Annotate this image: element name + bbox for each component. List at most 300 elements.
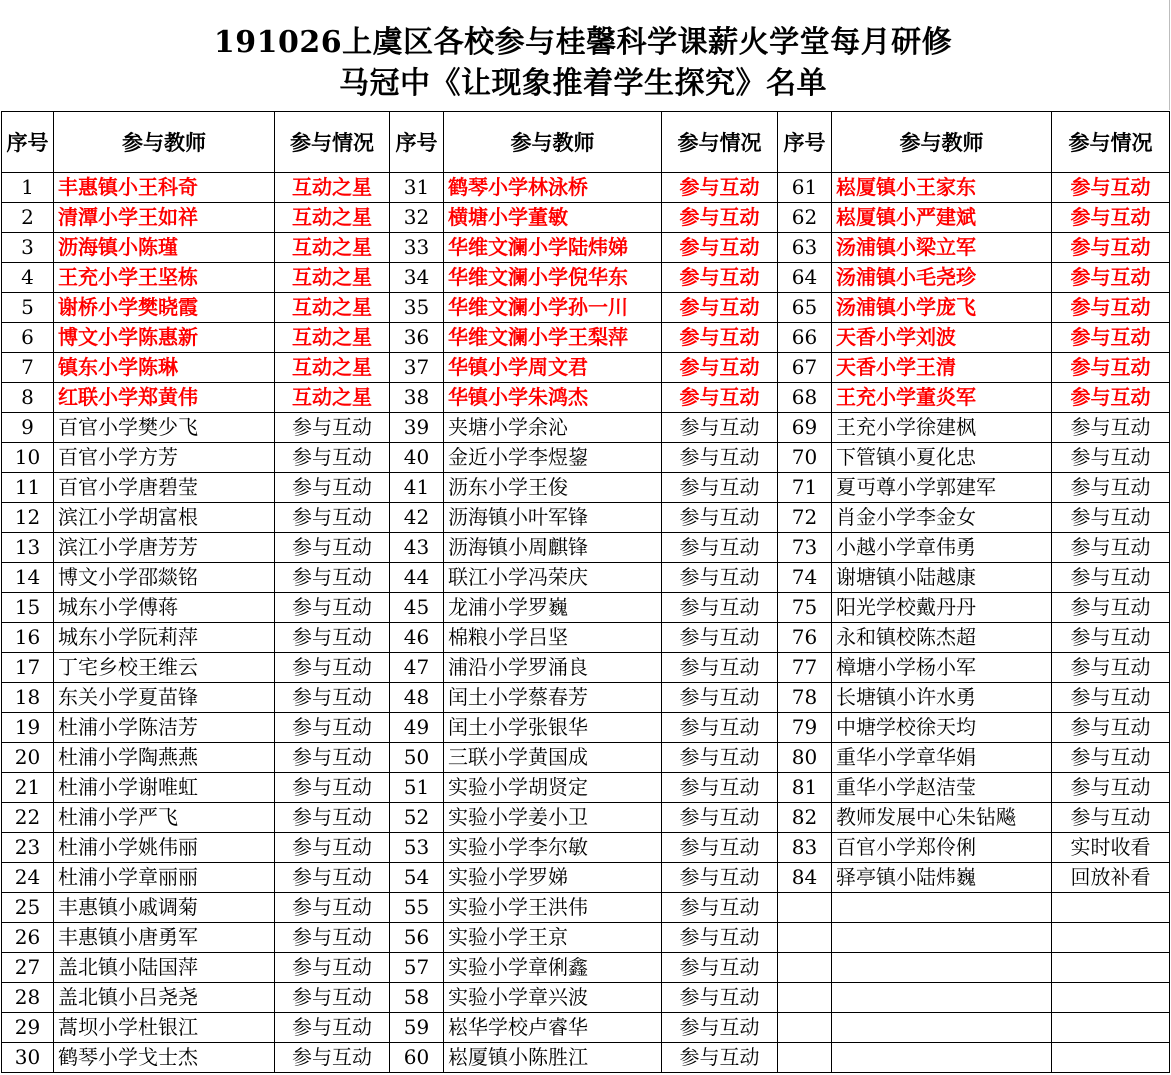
participation-status: 互动之星 bbox=[275, 263, 390, 293]
participation-status: 参与互动 bbox=[662, 443, 778, 473]
participation-status: 参与互动 bbox=[662, 383, 778, 413]
row-number: 51 bbox=[390, 773, 444, 803]
table-row bbox=[2, 233, 1170, 263]
row-number: 9 bbox=[2, 413, 54, 443]
participation-status: 互动之星 bbox=[275, 203, 390, 233]
participation-status: 互动之星 bbox=[275, 353, 390, 383]
row-number: 46 bbox=[390, 623, 444, 653]
participation-status: 互动之星 bbox=[275, 293, 390, 323]
table-row bbox=[2, 263, 1170, 293]
table-row bbox=[2, 443, 1170, 473]
participation-status: 参与互动 bbox=[662, 173, 778, 203]
row-number: 40 bbox=[390, 443, 444, 473]
teacher-name: 长塘镇小许水勇 bbox=[832, 683, 1052, 713]
teacher-name: 肖金小学李金女 bbox=[832, 503, 1052, 533]
participation-status: 参与互动 bbox=[1052, 593, 1170, 623]
row-number: 36 bbox=[390, 323, 444, 353]
teacher-name: 华维文澜小学陆炜娣 bbox=[444, 233, 662, 263]
row-number: 43 bbox=[390, 533, 444, 563]
participation-status: 参与互动 bbox=[662, 263, 778, 293]
row-number: 14 bbox=[2, 563, 54, 593]
participation-status: 回放补看 bbox=[1052, 863, 1170, 893]
participation-status: 参与互动 bbox=[662, 893, 778, 923]
row-number: 21 bbox=[2, 773, 54, 803]
teacher-name: 博文小学陈惠新 bbox=[54, 323, 275, 353]
row-number: 53 bbox=[390, 833, 444, 863]
row-number: 73 bbox=[778, 533, 832, 563]
participation-status: 参与互动 bbox=[662, 743, 778, 773]
header-status: 参与情况 bbox=[275, 112, 390, 173]
row-number bbox=[778, 983, 832, 1013]
participation-status: 参与互动 bbox=[275, 623, 390, 653]
row-number bbox=[778, 1013, 832, 1043]
teacher-name: 杜浦小学章丽丽 bbox=[54, 863, 275, 893]
row-number: 44 bbox=[390, 563, 444, 593]
participation-status: 参与互动 bbox=[275, 713, 390, 743]
teacher-name: 百官小学唐碧莹 bbox=[54, 473, 275, 503]
row-number: 15 bbox=[2, 593, 54, 623]
participation-status: 参与互动 bbox=[275, 503, 390, 533]
participation-status: 参与互动 bbox=[1052, 773, 1170, 803]
participation-status: 参与互动 bbox=[275, 833, 390, 863]
header-status: 参与情况 bbox=[662, 112, 778, 173]
teacher-name: 浦沿小学罗涌良 bbox=[444, 653, 662, 683]
row-number: 6 bbox=[2, 323, 54, 353]
row-number: 54 bbox=[390, 863, 444, 893]
row-number: 58 bbox=[390, 983, 444, 1013]
participation-status: 参与互动 bbox=[662, 593, 778, 623]
participation-status: 参与互动 bbox=[275, 413, 390, 443]
teacher-name: 汤浦镇小梁立军 bbox=[832, 233, 1052, 263]
row-number: 75 bbox=[778, 593, 832, 623]
participant-table bbox=[1, 111, 1170, 1073]
row-number: 29 bbox=[2, 1013, 54, 1043]
header-teacher: 参与教师 bbox=[832, 112, 1052, 173]
participation-status: 参与互动 bbox=[275, 533, 390, 563]
teacher-name: 崧厦镇小王家东 bbox=[832, 173, 1052, 203]
participation-status bbox=[1052, 1043, 1170, 1073]
row-number bbox=[778, 893, 832, 923]
row-number: 17 bbox=[2, 653, 54, 683]
row-number: 35 bbox=[390, 293, 444, 323]
participation-status: 参与互动 bbox=[662, 623, 778, 653]
table-row bbox=[2, 413, 1170, 443]
participation-status: 互动之星 bbox=[275, 233, 390, 263]
participation-status: 参与互动 bbox=[275, 1043, 390, 1073]
row-number: 81 bbox=[778, 773, 832, 803]
header-no: 序号 bbox=[390, 112, 444, 173]
participation-status bbox=[1052, 953, 1170, 983]
table-row bbox=[2, 833, 1170, 863]
participation-status: 参与互动 bbox=[275, 743, 390, 773]
participation-status bbox=[1052, 893, 1170, 923]
participation-status: 互动之星 bbox=[275, 383, 390, 413]
row-number: 8 bbox=[2, 383, 54, 413]
teacher-name: 红联小学郑黄伟 bbox=[54, 383, 275, 413]
table-row bbox=[2, 623, 1170, 653]
row-number: 34 bbox=[390, 263, 444, 293]
teacher-name: 杜浦小学陶燕燕 bbox=[54, 743, 275, 773]
row-number: 1 bbox=[2, 173, 54, 203]
participation-status: 参与互动 bbox=[662, 1043, 778, 1073]
teacher-name: 城东小学阮莉萍 bbox=[54, 623, 275, 653]
teacher-name: 教师发展中心朱钻飚 bbox=[832, 803, 1052, 833]
participation-status: 参与互动 bbox=[662, 803, 778, 833]
teacher-name: 闰土小学张银华 bbox=[444, 713, 662, 743]
participation-status: 参与互动 bbox=[662, 773, 778, 803]
teacher-name bbox=[832, 923, 1052, 953]
teacher-name: 实验小学罗娣 bbox=[444, 863, 662, 893]
teacher-name: 东关小学夏苗锋 bbox=[54, 683, 275, 713]
row-number: 62 bbox=[778, 203, 832, 233]
participation-status bbox=[1052, 923, 1170, 953]
table-row bbox=[2, 503, 1170, 533]
table-row bbox=[2, 653, 1170, 683]
teacher-name bbox=[832, 953, 1052, 983]
participation-status: 参与互动 bbox=[1052, 713, 1170, 743]
participation-status: 参与互动 bbox=[275, 863, 390, 893]
participation-status: 参与互动 bbox=[1052, 623, 1170, 653]
row-number: 59 bbox=[390, 1013, 444, 1043]
teacher-name: 谢塘镇小陆越康 bbox=[832, 563, 1052, 593]
row-number: 2 bbox=[2, 203, 54, 233]
row-number bbox=[778, 1043, 832, 1073]
row-number: 30 bbox=[2, 1043, 54, 1073]
row-number: 66 bbox=[778, 323, 832, 353]
table-row bbox=[2, 1013, 1170, 1043]
row-number: 67 bbox=[778, 353, 832, 383]
teacher-name: 阳光学校戴丹丹 bbox=[832, 593, 1052, 623]
participation-status: 参与互动 bbox=[1052, 533, 1170, 563]
table-row bbox=[2, 743, 1170, 773]
teacher-name: 王充小学董炎军 bbox=[832, 383, 1052, 413]
participation-status: 参与互动 bbox=[1052, 383, 1170, 413]
row-number: 48 bbox=[390, 683, 444, 713]
participation-status: 参与互动 bbox=[275, 653, 390, 683]
teacher-name: 丰惠镇小唐勇军 bbox=[54, 923, 275, 953]
teacher-name: 棉粮小学吕坚 bbox=[444, 623, 662, 653]
participation-status: 参与互动 bbox=[1052, 293, 1170, 323]
teacher-name: 天香小学王清 bbox=[832, 353, 1052, 383]
row-number: 82 bbox=[778, 803, 832, 833]
participation-status: 实时收看 bbox=[1052, 833, 1170, 863]
teacher-name: 滨江小学胡富根 bbox=[54, 503, 275, 533]
row-number: 50 bbox=[390, 743, 444, 773]
table-row bbox=[2, 203, 1170, 233]
participation-status: 参与互动 bbox=[1052, 323, 1170, 353]
participation-status: 参与互动 bbox=[1052, 233, 1170, 263]
row-number: 52 bbox=[390, 803, 444, 833]
table-row bbox=[2, 173, 1170, 203]
participation-status: 参与互动 bbox=[662, 323, 778, 353]
row-number: 72 bbox=[778, 503, 832, 533]
teacher-name: 博文小学邵燚铭 bbox=[54, 563, 275, 593]
participation-status: 参与互动 bbox=[275, 593, 390, 623]
participation-status: 参与互动 bbox=[662, 473, 778, 503]
teacher-name: 实验小学章兴波 bbox=[444, 983, 662, 1013]
teacher-name: 沥东小学王俊 bbox=[444, 473, 662, 503]
participation-status: 参与互动 bbox=[662, 563, 778, 593]
teacher-name: 王充小学王坚栋 bbox=[54, 263, 275, 293]
teacher-name: 重华小学章华娟 bbox=[832, 743, 1052, 773]
table-row bbox=[2, 923, 1170, 953]
teacher-name: 华镇小学朱鸿杰 bbox=[444, 383, 662, 413]
table-row bbox=[2, 893, 1170, 923]
row-number: 39 bbox=[390, 413, 444, 443]
row-number: 41 bbox=[390, 473, 444, 503]
teacher-name: 实验小学姜小卫 bbox=[444, 803, 662, 833]
participation-status: 参与互动 bbox=[1052, 743, 1170, 773]
header-no: 序号 bbox=[778, 112, 832, 173]
participation-status: 互动之星 bbox=[275, 323, 390, 353]
header-row bbox=[2, 112, 1170, 173]
header-teacher: 参与教师 bbox=[444, 112, 662, 173]
participation-status: 参与互动 bbox=[662, 653, 778, 683]
teacher-name: 百官小学方芳 bbox=[54, 443, 275, 473]
teacher-name: 小越小学章伟勇 bbox=[832, 533, 1052, 563]
row-number: 23 bbox=[2, 833, 54, 863]
row-number: 79 bbox=[778, 713, 832, 743]
teacher-name: 夹塘小学余沁 bbox=[444, 413, 662, 443]
teacher-name: 实验小学章俐鑫 bbox=[444, 953, 662, 983]
participation-status bbox=[1052, 1013, 1170, 1043]
table-row bbox=[2, 323, 1170, 353]
row-number: 57 bbox=[390, 953, 444, 983]
row-number: 38 bbox=[390, 383, 444, 413]
table-row bbox=[2, 863, 1170, 893]
participation-status: 参与互动 bbox=[1052, 653, 1170, 683]
teacher-name: 沥海镇小叶军锋 bbox=[444, 503, 662, 533]
teacher-name: 永和镇校陈杰超 bbox=[832, 623, 1052, 653]
row-number: 70 bbox=[778, 443, 832, 473]
table-row bbox=[2, 983, 1170, 1013]
participation-status: 参与互动 bbox=[1052, 353, 1170, 383]
participation-status: 参与互动 bbox=[1052, 473, 1170, 503]
table-row bbox=[2, 713, 1170, 743]
teacher-name: 丁宅乡校王维云 bbox=[54, 653, 275, 683]
row-number: 45 bbox=[390, 593, 444, 623]
teacher-name: 镇东小学陈琳 bbox=[54, 353, 275, 383]
participation-status: 互动之星 bbox=[275, 173, 390, 203]
teacher-name: 金近小学李煜鋆 bbox=[444, 443, 662, 473]
row-number bbox=[778, 923, 832, 953]
header-no: 序号 bbox=[2, 112, 54, 173]
header-teacher: 参与教师 bbox=[54, 112, 275, 173]
header-status: 参与情况 bbox=[1052, 112, 1170, 173]
teacher-name: 杜浦小学陈洁芳 bbox=[54, 713, 275, 743]
teacher-name: 盖北镇小吕尧尧 bbox=[54, 983, 275, 1013]
teacher-name: 华维文澜小学倪华东 bbox=[444, 263, 662, 293]
teacher-name: 实验小学胡贤定 bbox=[444, 773, 662, 803]
participation-status: 参与互动 bbox=[662, 293, 778, 323]
row-number: 18 bbox=[2, 683, 54, 713]
row-number: 42 bbox=[390, 503, 444, 533]
title-area bbox=[0, 0, 1170, 110]
row-number: 5 bbox=[2, 293, 54, 323]
row-number: 78 bbox=[778, 683, 832, 713]
table-row bbox=[2, 803, 1170, 833]
row-number bbox=[778, 953, 832, 983]
row-number: 26 bbox=[2, 923, 54, 953]
row-number: 16 bbox=[2, 623, 54, 653]
row-number: 10 bbox=[2, 443, 54, 473]
teacher-name: 谢桥小学樊晓霞 bbox=[54, 293, 275, 323]
table-row bbox=[2, 683, 1170, 713]
row-number: 28 bbox=[2, 983, 54, 1013]
teacher-name: 城东小学傅蒋 bbox=[54, 593, 275, 623]
row-number: 63 bbox=[778, 233, 832, 263]
table-row bbox=[2, 953, 1170, 983]
teacher-name: 王充小学徐建枫 bbox=[832, 413, 1052, 443]
participation-status: 参与互动 bbox=[275, 563, 390, 593]
participation-status: 参与互动 bbox=[275, 893, 390, 923]
row-number: 65 bbox=[778, 293, 832, 323]
table-row bbox=[2, 293, 1170, 323]
participation-status: 参与互动 bbox=[1052, 173, 1170, 203]
teacher-name: 闰土小学蔡春芳 bbox=[444, 683, 662, 713]
participation-status: 参与互动 bbox=[662, 353, 778, 383]
participation-status: 参与互动 bbox=[662, 503, 778, 533]
row-number: 60 bbox=[390, 1043, 444, 1073]
row-number: 31 bbox=[390, 173, 444, 203]
row-number: 11 bbox=[2, 473, 54, 503]
participation-status: 参与互动 bbox=[1052, 683, 1170, 713]
row-number: 7 bbox=[2, 353, 54, 383]
teacher-name: 崧厦镇小陈胜江 bbox=[444, 1043, 662, 1073]
row-number: 12 bbox=[2, 503, 54, 533]
row-number: 4 bbox=[2, 263, 54, 293]
row-number: 84 bbox=[778, 863, 832, 893]
table-row bbox=[2, 773, 1170, 803]
table-row bbox=[2, 473, 1170, 503]
teacher-name: 蒿坝小学杜银江 bbox=[54, 1013, 275, 1043]
participation-status: 参与互动 bbox=[662, 833, 778, 863]
participation-status: 参与互动 bbox=[1052, 203, 1170, 233]
teacher-name bbox=[832, 1013, 1052, 1043]
row-number: 49 bbox=[390, 713, 444, 743]
row-number: 33 bbox=[390, 233, 444, 263]
row-number: 64 bbox=[778, 263, 832, 293]
teacher-name: 杜浦小学姚伟丽 bbox=[54, 833, 275, 863]
participation-status: 参与互动 bbox=[662, 923, 778, 953]
participation-status: 参与互动 bbox=[275, 953, 390, 983]
participation-status: 参与互动 bbox=[662, 953, 778, 983]
row-number: 24 bbox=[2, 863, 54, 893]
participation-status: 参与互动 bbox=[275, 1013, 390, 1043]
row-number: 80 bbox=[778, 743, 832, 773]
teacher-name: 百官小学樊少飞 bbox=[54, 413, 275, 443]
teacher-name: 实验小学李尔敏 bbox=[444, 833, 662, 863]
teacher-name: 夏丏尊小学郭建军 bbox=[832, 473, 1052, 503]
teacher-name: 实验小学王京 bbox=[444, 923, 662, 953]
teacher-name: 华镇小学周文君 bbox=[444, 353, 662, 383]
row-number: 3 bbox=[2, 233, 54, 263]
row-number: 76 bbox=[778, 623, 832, 653]
teacher-name: 滨江小学唐芳芳 bbox=[54, 533, 275, 563]
participation-status: 参与互动 bbox=[662, 713, 778, 743]
participation-status: 参与互动 bbox=[662, 983, 778, 1013]
participation-status: 参与互动 bbox=[662, 683, 778, 713]
row-number: 25 bbox=[2, 893, 54, 923]
row-number: 32 bbox=[390, 203, 444, 233]
page-title: 191026上虞区各校参与桂馨科学课薪火学堂每月研修 bbox=[213, 25, 953, 60]
teacher-name: 天香小学刘波 bbox=[832, 323, 1052, 353]
teacher-name: 华维文澜小学王梨萍 bbox=[444, 323, 662, 353]
teacher-name: 崧华学校卢睿华 bbox=[444, 1013, 662, 1043]
page-subtitle: 马冠中《让现象推着学生探究》名单 bbox=[339, 66, 827, 101]
teacher-name bbox=[832, 893, 1052, 923]
participation-status: 参与互动 bbox=[275, 983, 390, 1013]
row-number: 13 bbox=[2, 533, 54, 563]
participation-status: 参与互动 bbox=[275, 473, 390, 503]
teacher-name: 鹤琴小学戈士杰 bbox=[54, 1043, 275, 1073]
row-number: 61 bbox=[778, 173, 832, 203]
teacher-name: 重华小学赵洁莹 bbox=[832, 773, 1052, 803]
teacher-name: 盖北镇小陆国萍 bbox=[54, 953, 275, 983]
table-row bbox=[2, 563, 1170, 593]
teacher-name: 杜浦小学严飞 bbox=[54, 803, 275, 833]
row-number: 74 bbox=[778, 563, 832, 593]
participation-status: 参与互动 bbox=[662, 533, 778, 563]
participation-status: 参与互动 bbox=[1052, 803, 1170, 833]
participation-status: 参与互动 bbox=[662, 863, 778, 893]
participation-status: 参与互动 bbox=[275, 683, 390, 713]
teacher-name: 龙浦小学罗巍 bbox=[444, 593, 662, 623]
teacher-name: 实验小学王洪伟 bbox=[444, 893, 662, 923]
participation-status: 参与互动 bbox=[275, 773, 390, 803]
teacher-name: 下管镇小夏化忠 bbox=[832, 443, 1052, 473]
teacher-name: 沥海镇小周麒锋 bbox=[444, 533, 662, 563]
row-number: 68 bbox=[778, 383, 832, 413]
teacher-name: 沥海镇小陈瑾 bbox=[54, 233, 275, 263]
table-row bbox=[2, 593, 1170, 623]
teacher-name: 横塘小学董敏 bbox=[444, 203, 662, 233]
participation-status: 参与互动 bbox=[275, 923, 390, 953]
row-number: 56 bbox=[390, 923, 444, 953]
teacher-name: 樟塘小学杨小军 bbox=[832, 653, 1052, 683]
participation-status bbox=[1052, 983, 1170, 1013]
teacher-name bbox=[832, 1043, 1052, 1073]
row-number: 55 bbox=[390, 893, 444, 923]
row-number: 77 bbox=[778, 653, 832, 683]
participation-status: 参与互动 bbox=[662, 413, 778, 443]
teacher-name: 清潭小学王如祥 bbox=[54, 203, 275, 233]
table-row bbox=[2, 383, 1170, 413]
teacher-name bbox=[832, 983, 1052, 1013]
row-number: 83 bbox=[778, 833, 832, 863]
teacher-name: 联江小学冯荣庆 bbox=[444, 563, 662, 593]
table-body bbox=[2, 173, 1170, 1073]
teacher-name: 崧厦镇小严建斌 bbox=[832, 203, 1052, 233]
teacher-name: 三联小学黄国成 bbox=[444, 743, 662, 773]
participation-status: 参与互动 bbox=[1052, 413, 1170, 443]
participation-status: 参与互动 bbox=[1052, 443, 1170, 473]
row-number: 27 bbox=[2, 953, 54, 983]
teacher-name: 丰惠镇小王科奇 bbox=[54, 173, 275, 203]
participation-status: 参与互动 bbox=[1052, 503, 1170, 533]
row-number: 47 bbox=[390, 653, 444, 683]
participation-status: 参与互动 bbox=[1052, 263, 1170, 293]
teacher-name: 汤浦镇小学庞飞 bbox=[832, 293, 1052, 323]
teacher-name: 丰惠镇小戚调菊 bbox=[54, 893, 275, 923]
row-number: 69 bbox=[778, 413, 832, 443]
participation-status: 参与互动 bbox=[662, 233, 778, 263]
participation-status: 参与互动 bbox=[662, 203, 778, 233]
row-number: 19 bbox=[2, 713, 54, 743]
participation-status: 参与互动 bbox=[275, 803, 390, 833]
row-number: 37 bbox=[390, 353, 444, 383]
teacher-name: 杜浦小学谢唯虹 bbox=[54, 773, 275, 803]
